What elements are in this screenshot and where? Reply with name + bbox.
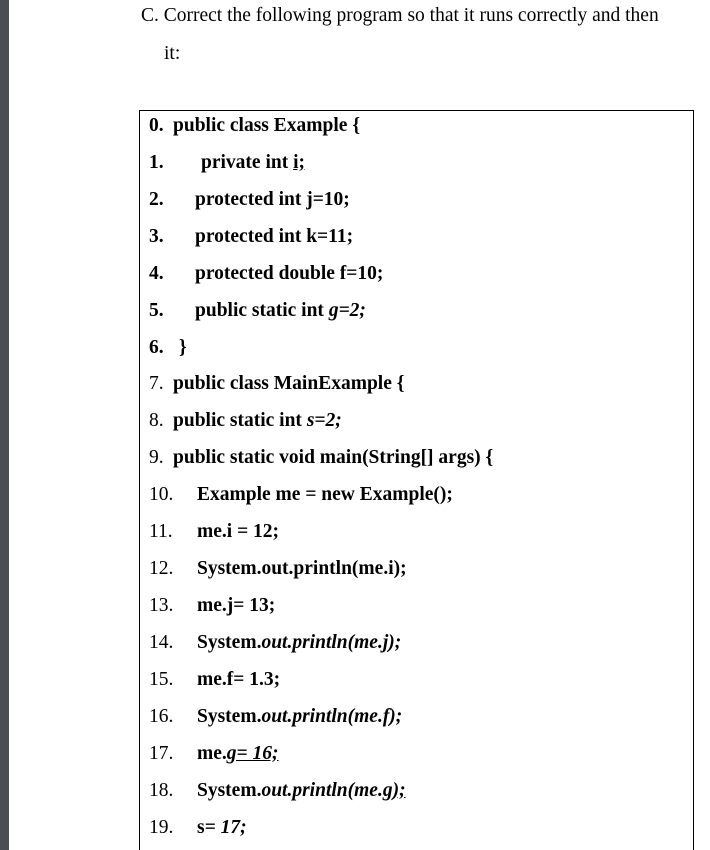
- line-number: 17.: [149, 743, 174, 764]
- code-line-13: [149, 594, 276, 618]
- code-text: protected double f=10;: [195, 263, 384, 284]
- code-line-2: [149, 188, 350, 212]
- code-line-3: [149, 225, 354, 249]
- code-segment-underlined: i;: [293, 152, 305, 173]
- instruction-line-2: it:: [164, 43, 181, 64]
- line-number: 15.: [149, 669, 174, 690]
- code-text: Example me = new Example();: [197, 484, 453, 505]
- code-line-9: [149, 446, 494, 470]
- code-line-12: [149, 557, 407, 581]
- code-line-4: [149, 262, 384, 286]
- code-segment-italic: s=2;: [306, 410, 342, 431]
- code-segment-italic: out.println(me.: [261, 780, 383, 801]
- code-segment: System.: [197, 780, 262, 801]
- code-segment: public static int: [173, 410, 307, 431]
- line-number: 11.: [149, 521, 173, 542]
- code-text: System.out.println(me.i);: [197, 558, 407, 579]
- code-text: [195, 299, 366, 323]
- line-number: 13.: [149, 595, 174, 616]
- code-line-17: [149, 742, 279, 766]
- code-text: protected int k=11;: [195, 226, 354, 247]
- code-text: [201, 151, 305, 175]
- instruction-line-1: C. Correct the following program so that it runs correctly and then: [141, 5, 659, 26]
- code-segment: s: [197, 817, 205, 838]
- code-line-7: [149, 372, 405, 396]
- code-text: me.f= 1.3;: [197, 669, 281, 690]
- line-number: 7.: [149, 373, 164, 394]
- code-text: public class MainExample {: [173, 373, 405, 394]
- left-edge-bar: [0, 0, 9, 850]
- code-line-14: [149, 631, 402, 655]
- code-line-10: [149, 483, 453, 507]
- line-number: 2.: [149, 189, 164, 210]
- code-line-19: [149, 816, 247, 840]
- code-text: [197, 779, 406, 803]
- line-number: 19.: [149, 817, 174, 838]
- line-number: 4.: [149, 263, 164, 284]
- line-number: 10.: [149, 484, 174, 505]
- line-number: 9.: [149, 447, 164, 468]
- line-number: 14.: [149, 632, 174, 653]
- code-segment: System.: [197, 706, 262, 727]
- code-text: public static void main(String[] args) {: [173, 447, 494, 468]
- code-line-8: [149, 409, 342, 433]
- code-text: me.i = 12;: [197, 521, 280, 542]
- code-line-15: [149, 668, 281, 692]
- code-line-6: [149, 336, 187, 360]
- code-text: [197, 705, 402, 729]
- code-segment: public static int: [195, 300, 329, 321]
- code-text: [197, 631, 401, 655]
- code-line-1: [149, 151, 305, 175]
- code-segment: me.: [197, 743, 227, 764]
- code-segment-italic: = 17;: [204, 817, 247, 838]
- code-text: }: [179, 337, 187, 358]
- code-text: [197, 816, 247, 840]
- code-segment-italic-underlined: g= 16;: [226, 743, 279, 764]
- code-text: me.j= 13;: [197, 595, 276, 616]
- code-segment-italic: g=2;: [328, 300, 366, 321]
- line-number: 3.: [149, 226, 164, 247]
- line-number: 8.: [149, 410, 164, 431]
- line-number: 1.: [149, 152, 164, 173]
- line-number: 16.: [149, 706, 174, 727]
- code-segment-italic: out.println(me.j);: [261, 632, 402, 653]
- line-number: 5.: [149, 300, 164, 321]
- code-line-0: [149, 114, 361, 138]
- code-line-5: [149, 299, 366, 323]
- line-number: 6.: [149, 337, 164, 358]
- line-number: 18.: [149, 780, 174, 801]
- code-segment-italic: out.println(me.f);: [261, 706, 403, 727]
- line-number: 0.: [149, 115, 164, 136]
- code-segment: System.: [197, 632, 262, 653]
- code-segment-italic-underlined: g);: [382, 780, 406, 801]
- code-text: [173, 409, 342, 433]
- code-text: protected int j=10;: [195, 189, 350, 210]
- code-text: [197, 742, 279, 766]
- code-text: public class Example {: [173, 115, 361, 136]
- code-segment: private int: [201, 152, 294, 173]
- code-line-18: [149, 779, 406, 803]
- code-listing-box: [139, 110, 694, 850]
- code-line-16: [149, 705, 403, 729]
- line-number: 12.: [149, 558, 174, 579]
- code-line-11: [149, 520, 280, 544]
